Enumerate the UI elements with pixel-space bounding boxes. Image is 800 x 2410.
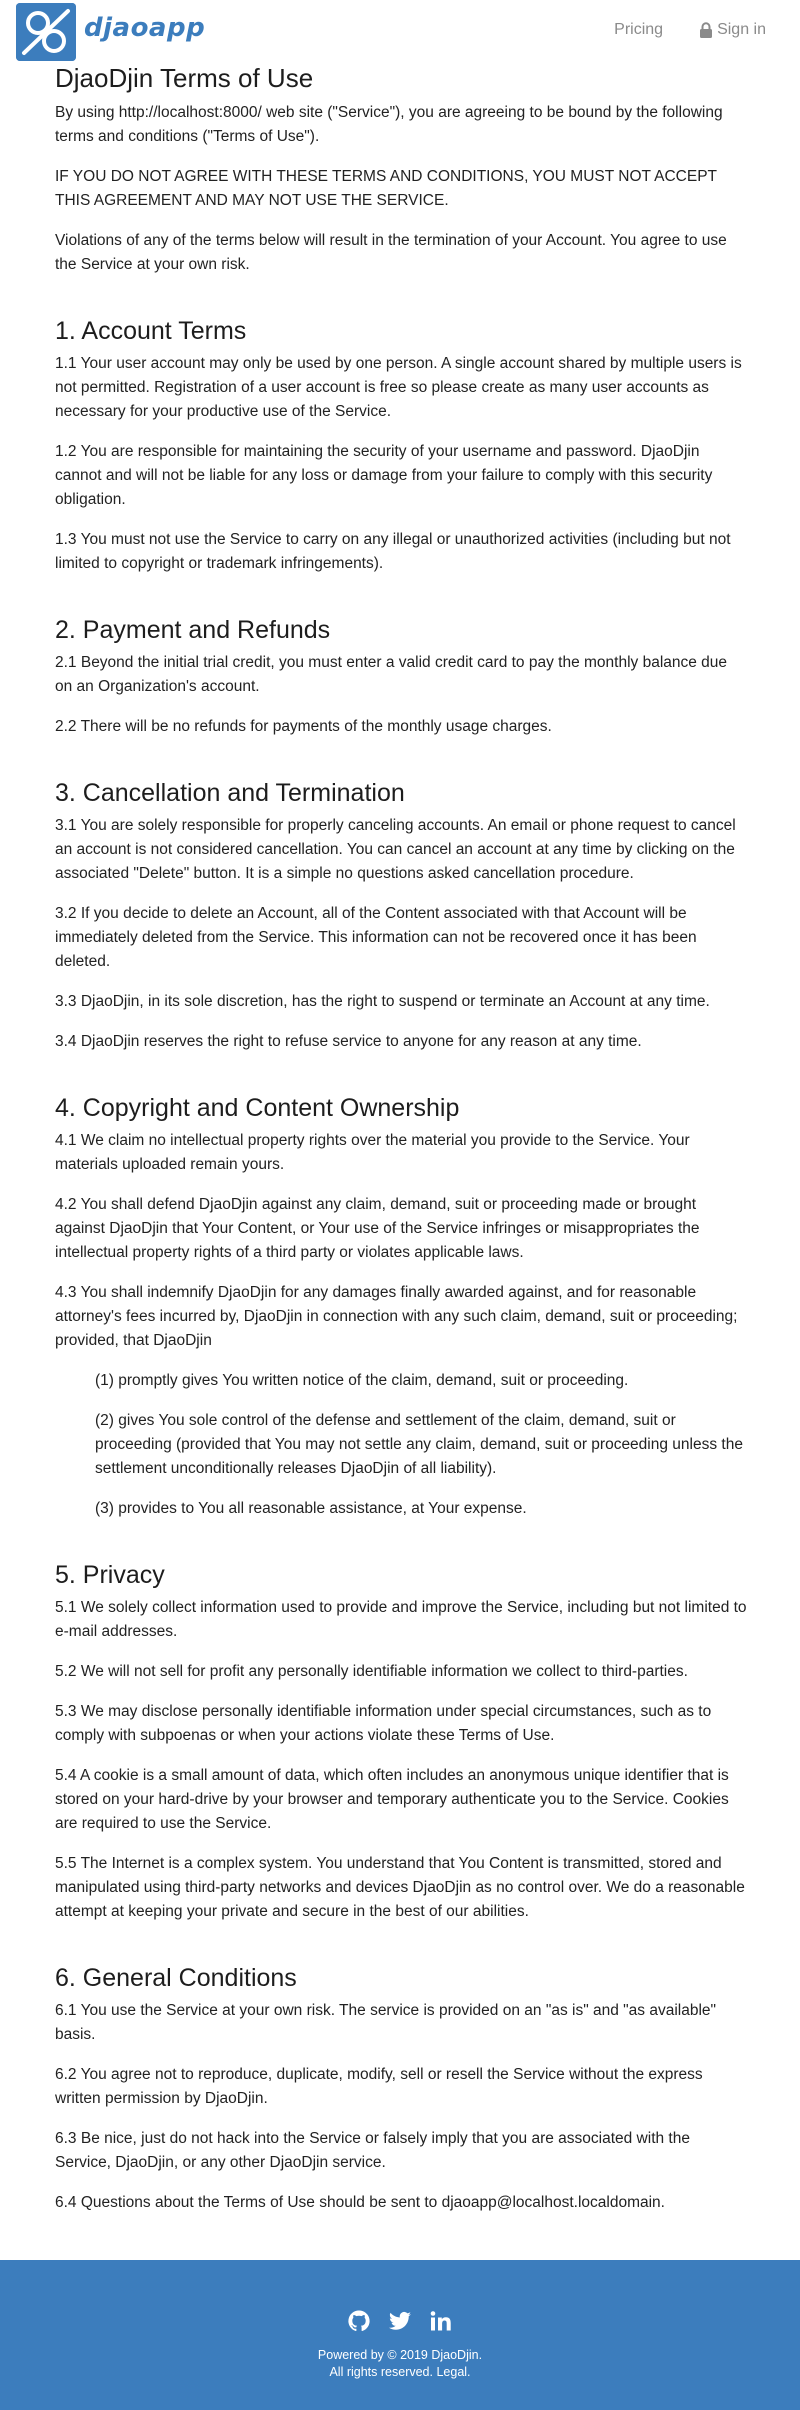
social-links bbox=[0, 2309, 800, 2333]
clause-paragraph: 1.1 Your user account may only be used by one person. A single account shared by multiple users is not permitted. Registration of a user account is free so please create as many user accounts as necessary for your productive use of the Service. bbox=[55, 355, 742, 420]
section-heading: 3. Cancellation and Termination bbox=[55, 779, 405, 807]
intro-paragraph: Violations of any of the terms below will result in the termination of your Account. You agree to use the Service at your own risk. bbox=[55, 232, 727, 273]
rights-text: All rights reserved. bbox=[329, 2365, 433, 2379]
signin-link[interactable] bbox=[699, 21, 766, 39]
subclause-paragraph: (3) provides to You all reasonable assistance, at Your expense. bbox=[95, 1500, 527, 1517]
footer bbox=[0, 2260, 800, 2410]
subclause-paragraph: (1) promptly gives You written notice of the claim, demand, suit or proceeding. bbox=[95, 1372, 629, 1389]
clause-paragraph: 5.5 The Internet is a complex system. You understand that You Content is transmitted, stored and manipulated using third-party networks and devices DjaoDjin as no control over. We do a reasonable attempt at keeping your private and secure in the best of our abilities. bbox=[55, 1855, 745, 1920]
clause-paragraph: 6.3 Be nice, just do not hack into the Service or falsely imply that you are associated with the Service, DjaoDjin, or any other DjaoDjin service. bbox=[55, 2130, 690, 2171]
linkedin-icon[interactable] bbox=[429, 2309, 453, 2333]
clause-paragraph: 2.1 Beyond the initial trial credit, you must enter a valid credit card to pay the monthly balance due on an Organization's account. bbox=[55, 654, 728, 695]
section-heading: 2. Payment and Refunds bbox=[55, 616, 331, 644]
top-nav bbox=[614, 21, 766, 39]
legal-link[interactable]: Legal. bbox=[436, 2365, 471, 2379]
section-general-conditions bbox=[55, 1963, 747, 2215]
clause-paragraph: 3.3 DjaoDjin, in its sole discretion, has the right to suspend or terminate an Account at any time. bbox=[55, 993, 710, 1010]
github-icon[interactable] bbox=[347, 2309, 371, 2333]
clause-paragraph: 4.1 We claim no intellectual property rights over the material you provide to the Service. Your materials uploaded remain yours. bbox=[55, 1132, 690, 1173]
clause-paragraph: 1.3 You must not use the Service to carry on any illegal or unauthorized activities (including but not limited to copyright or trademark infringements). bbox=[55, 531, 731, 572]
navbar bbox=[0, 0, 800, 62]
clause-paragraph: 4.2 You shall defend DjaoDjin against any claim, demand, suit or proceeding made or brought against DjaoDjin that Your Content, or Your use of the Service infringes or misappropriates the intellectual property rights of a third party or violates applicable laws. bbox=[55, 1196, 700, 1261]
section-heading: 4. Copyright and Content Ownership bbox=[55, 1094, 460, 1122]
intro-paragraph: By using http://localhost:8000/ web site ("Service"), you are agreeing to be bound by the following terms and conditions ("Terms of Use"). bbox=[55, 104, 723, 145]
section-account-terms bbox=[55, 316, 747, 576]
pricing-link[interactable]: Pricing bbox=[614, 21, 664, 38]
lock-icon bbox=[699, 22, 713, 38]
twitter-icon[interactable] bbox=[388, 2309, 412, 2333]
powered-by-text: Powered by © 2019 DjaoDjin. bbox=[317, 2348, 483, 2362]
section-copyright bbox=[55, 1093, 747, 1521]
logo-icon[interactable] bbox=[16, 3, 76, 61]
section-heading: 1. Account Terms bbox=[55, 317, 247, 345]
section-heading: 5. Privacy bbox=[55, 1561, 165, 1589]
section-privacy bbox=[55, 1560, 747, 1924]
terms-content bbox=[55, 62, 747, 2231]
intro-paragraph: IF YOU DO NOT AGREE WITH THESE TERMS AND CONDITIONS, YOU MUST NOT ACCEPT THIS AGREEMENT AND MAY NOT USE THE SERVICE. bbox=[55, 168, 717, 209]
clause-paragraph: 5.3 We may disclose personally identifiable information under special circumstances, such as to comply with subpoenas or when your actions violate these Terms of Use. bbox=[55, 1703, 712, 1744]
clause-paragraph: 5.1 We solely collect information used to provide and improve the Service, including but not limited to e-mail addresses. bbox=[55, 1599, 747, 1640]
clause-paragraph: 3.4 DjaoDjin reserves the right to refuse service to anyone for any reason at any time. bbox=[55, 1033, 642, 1050]
section-heading: 6. General Conditions bbox=[55, 1964, 297, 1992]
brand-name[interactable]: djaoapp bbox=[84, 13, 206, 43]
clause-paragraph: 4.3 You shall indemnify DjaoDjin for any damages finally awarded against, and for reasonable attorney's fees incurred by, DjaoDjin in connection with any such claim, demand, suit or proceeding; provided, that DjaoDjin bbox=[55, 1284, 738, 1349]
clause-paragraph: 1.2 You are responsible for maintaining the security of your username and password. DjaoDjin cannot and will not be liable for any loss or damage from your failure to comply with this security obligation. bbox=[55, 443, 713, 508]
page-title: DjaoDjin Terms of Use bbox=[55, 63, 314, 93]
clause-paragraph: 6.4 Questions about the Terms of Use should be sent to djaoapp@localhost.localdomain. bbox=[55, 2194, 665, 2211]
section-cancellation bbox=[55, 778, 747, 1054]
footer-rights-line bbox=[0, 2364, 800, 2381]
clause-paragraph: 6.1 You use the Service at your own risk. The service is provided on an "as is" and "as available" basis. bbox=[55, 2002, 717, 2043]
clause-paragraph: 2.2 There will be no refunds for payments of the monthly usage charges. bbox=[55, 718, 552, 735]
signin-label: Sign in bbox=[717, 21, 766, 38]
subclause-paragraph: (2) gives You sole control of the defense and settlement of the claim, demand, suit or proceeding (provided that You may not settle any claim, demand, suit or proceeding unless the settlement unconditionally releases DjaoDjin of all liability). bbox=[95, 1412, 743, 1477]
clause-paragraph: 5.2 We will not sell for profit any personally identifiable information we collect to third-parties. bbox=[55, 1663, 688, 1680]
clause-paragraph: 3.1 You are solely responsible for properly canceling accounts. An email or phone request to cancel an account is not considered cancellation. You can cancel an account at any time by clicking on the associated "Delete" button. It is a simple no questions asked cancellation procedure. bbox=[55, 817, 736, 882]
clause-paragraph: 5.4 A cookie is a small amount of data, which often includes an anonymous unique identifier that is stored on your hard-drive by your browser and temporary authenticate you to the Service. Cookies are required to use the Service. bbox=[55, 1767, 729, 1832]
clause-paragraph: 3.2 If you decide to delete an Account, all of the Content associated with that Account will be immediately deleted from the Service. This information can not be recovered once it has been deleted. bbox=[55, 905, 697, 970]
section-payment-refunds bbox=[55, 615, 747, 739]
clause-paragraph: 6.2 You agree not to reproduce, duplicate, modify, sell or resell the Service without the express written permission by DjaoDjin. bbox=[55, 2066, 703, 2107]
